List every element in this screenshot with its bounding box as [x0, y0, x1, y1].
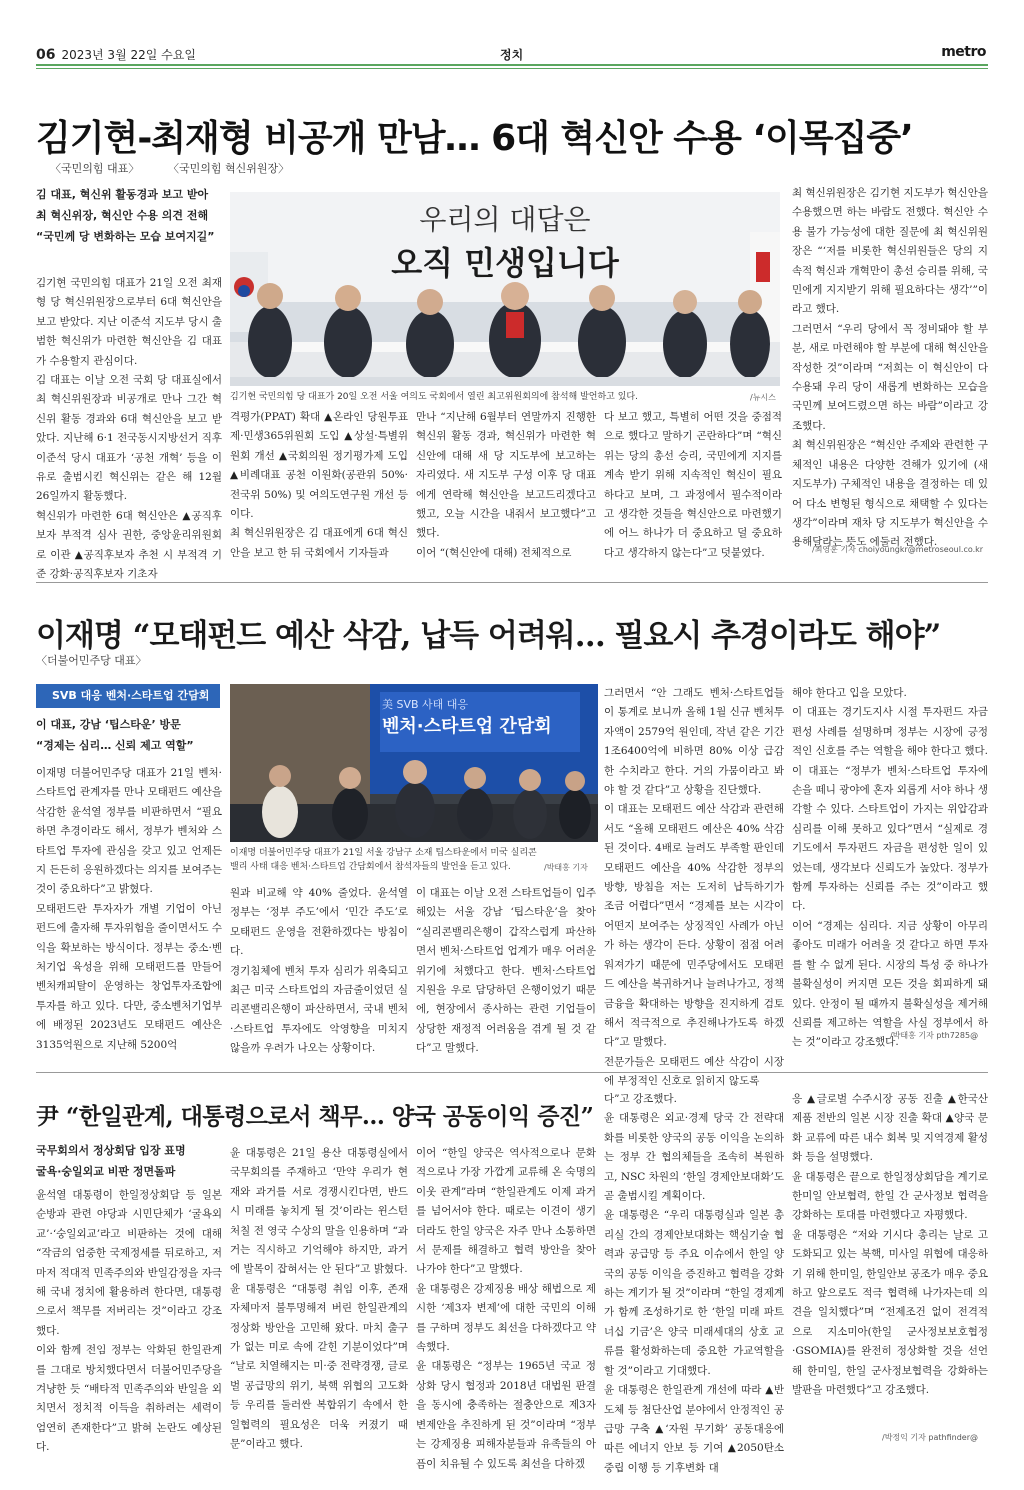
masthead-rule [36, 64, 988, 66]
article1-col5: 최 혁신위원장은 김기현 지도부가 혁신안을 수용했으면 하는 바람도 전했다. 혁신안 수용 불가 가능성에 대한 질문에 최 혁신위원장은 “‘저를 비롯한 혁신위원들은 당의 지속적 혁신과 개혁만이 총선 승리를 위해, 국민에게 지지받기 위해 필요하다는 생각’”이라고 했다. 그러면서 “우리 당에서 꼭 정비돼야 할 부분, 새로 마련해야 할 부분에 대해 혁신안을 작성한 것”이라며 “저희는 이 혁신안이 다 수용돼 우리 당이 새롭게 변화하는 모습을 국민께 보여드렸으면 하는 바람”이라고 강조했다. 최 혁신위원장은 “혁신안 주제와 관련한 구체적인 내용은 다양한 견해가 있기에 (새 지도부가) 구체적인 내용을 결정하는 데 있어 다소 변형된 형식으로 채택할 수 있다는 생각”이라며 재차 당 지도부가 혁신안을 수용해달라는 뜻도 에둘러 전했다. [792, 187, 988, 549]
article1-caption: 김기현 국민의힘 당 대표가 20일 오전 서울 여의도 국회에서 열린 최고위원회의에 참석해 발언하고 있다. [230, 392, 638, 402]
article2-col1: 이재명 더불어민주당 대표가 21일 벤처·스타트업 관계자를 만나 모태펀드 예산을 삭감한 윤석열 정부를 비판하면서 “필요하면 추경이라도 해서, 정부가 벤처와 스타트업 투자에 관심을 갖고 있고 언제든지 든든히 응원하겠다는 의지를 보여주는 것이 중요하다”고 밝혔다. 모태펀드란 투자자가 개별 기업이 아닌 펀드에 출자해 투자위험을 줄이면서도 수익을 확보하는 방식이다. 정부는 중소·벤처기업 육성을 위해 모태펀드를 만들어 벤처캐피탈이 운영하는 창업투자조합에 투자를 하고 있다. 다만, 중소벤처기업부에 배정된 2023년도 모태펀드 예산은 3135억원으로 지난해 5200억 [36, 767, 222, 1051]
article2-col3: 이 대표는 이날 오전 스타트업들이 입주해있는 서울 강남 ‘팁스타운’을 찾아 “실리콘밸리은행이 갑작스럽게 파산하면서 벤처·스타트업 업계가 매우 어려운 위기에 처했다고 한다. 벤처·스타트업 지원을 우로 담당하던 은행이었기 때문에, 현장에서 종사하는 관련 기업들이 상당한 재정적 어려움을 겪게 될 것 같다”고 말했다. [416, 887, 596, 1055]
photo2-banner-line1: 美 SVB 사태 대응 [382, 698, 469, 711]
photo2-banner-line2: 벤처·스타트업 간담회 [382, 716, 552, 737]
article3-col4: 다”고 강조했다. 윤 대통령은 외교·경제 당국 간 전략대화를 비롯한 양국의 공동 이익을 논의하는 정부 간 협의체들을 조속히 복원하고, NSC 차원의 ‘한일 경제안보대화’도 곧 출범시킬 계획이다. 윤 대통령은 “우리 대통령실과 일본 총리실 간의 경제안보대화는 핵심기술 협력과 공급망 등 주요 이슈에서 한일 양국의 공동 이익을 증진하고 협력을 강화하는 계기가 될 것”이라며 “한일 경제계가 함께 조성하기로 한 ‘한일 미래 파트너십 기금’은 양국 미래세대의 상호 교류를 활성화하는데 중요한 가교역할을 할 것”이라고 기대했다. 윤 대통령은 한일관계 개선에 따라 ▲반도체 등 첨단산업 분야에서 안정적인 공급망 구축 ▲‘자원 무기화’ 공동대응에 따른 에너지 안보 등 기여 ▲2050탄소중립 이행 등 기후변화 대 [604, 1093, 784, 1474]
page-number: 06 [36, 47, 56, 63]
article2-sub: 〈더불어민주당 대표〉 [36, 654, 147, 667]
article1-photo [230, 192, 780, 386]
article1-col3: 만나 “지난해 6월부터 연말까지 진행한 혁신위 활동 경과, 혁신위가 마련한 혁신안에 대해 새 당 지도부에 보고하는 자리였다. 새 지도부 구성 이후 당 대표에게 연락해 혁신안을 보고드리겠다고 했고, 오늘 시간을 내줘서 보고했다”고 했다. 이어 “(혁신안에 대해) 전체적으로 [416, 411, 596, 559]
article3-col3: 이어 “한일 양국은 역사적으로나 문화적으로나 가장 가깝게 교류해 온 숙명의 이웃 관계”라며 “한일관계도 이제 과거를 넘어서야 한다. 때로는 이견이 생기더라도 한일 양국은 자주 만나 소통하면서 문제를 해결하고 협력 방안을 찾아 나가야 한다”고 말했다. 윤 대통령은 강제징용 배상 해법으로 제시한 ‘제3자 변제’에 대한 국민의 이해를 구하며 정부도 최선을 다하겠다고 약속했다. 윤 대통령은 “정부는 1965년 국교 정상화 당시 협정과 2018년 대법원 판결을 동시에 충족하는 절충안으로 제3자 변제안을 추진하게 된 것”이라며 “정부는 강제징용 피해자분들과 유족들의 아픔이 치유될 수 있도록 최선을 다하겠 [416, 1147, 596, 1470]
masthead-date [36, 46, 196, 63]
article1-col4: 다 보고 했고, 특별히 어떤 것을 중점적으로 했다고 말하기 곤란하다”며 “혁신위는 당의 총선 승리, 국민에게 지지를 계속 받기 위해 지속적인 혁신이 필요하다고 보며, 그 과정에서 필수적이라고 생각한 것들을 혁신안으로 마련했기에 어느 하나가 더 중요하고 덜 중요하다고 생각하지 않는다”고 덧붙였다. [604, 411, 782, 559]
article1-col2: 격평가(PPAT) 확대 ▲온라인 당원투표제·민생365위원회 도입 ▲상설·특별위원회 개선 ▲국회의원 정기평가제 도입 ▲비례대표 공천 이원화(공관위 50%·전국위 50%) 및 여의도연구원 개선 등이다. 최 혁신위원장은 김 대표에게 6대 혁신안을 보고 한 뒤 국회에서 기자들과 [230, 411, 408, 559]
article1-col1: 김기현 국민의힘 대표가 21일 오전 최재형 당 혁신위원장으로부터 6대 혁신안을 보고 받았다. 지난 이준석 지도부 당시 출범한 혁신위가 마련한 혁신안을 김 대표가 수용할지 관심이다. 김 대표는 이날 오전 국회 당 대표실에서 최 혁신위원장과 비공개로 만나 그간 혁신위 활동 경과와 6대 혁신안을 보고 받았다. 지난해 6·1 전국동시지방선거 직후 이준석 당시 대표가 ‘공천 개혁’ 등을 이유로 출범시킨 혁신위는 같은 해 12월 26일까지 활동했다. 혁신위가 마련한 6대 혁신안은 ▲공직후보자 부적격 심사 권한, 중앙윤리위원회로 이관 ▲공직후보자 추천 시 부적격 기준 강화·공직후보자 기초자 [36, 277, 222, 581]
article1-credit: /뉴시스 [750, 393, 776, 402]
article2-byline: /박태홍 기자 pth7285@ [890, 1031, 979, 1040]
logo-text: metro [941, 44, 986, 60]
article2-col2: 원과 비교해 약 40% 줄었다. 윤석열 정부는 ‘정부 주도’에서 ‘민간 주도’로 모태펀드 운영을 전환하겠다는 방침이다. 경기침체에 벤처 투자 심리가 위축되고 최근 미국 스타트업의 자금줄이었던 실리콘밸리은행이 파산하면서, 국내 벤처·스타트업 투자에도 악영향을 미치지 않을까 우려가 나오는 상황이다. [230, 887, 408, 1055]
article1-headline: 김기현-최재형 비공개 만남… 6대 혁신안 수용 ‘이목집중’ [36, 118, 913, 159]
article3-lead: 국무회의서 정상회담 입장 표명 굴욕·숭일외교 비판 정면돌파 [36, 1144, 186, 1178]
article2-headline: 이재명 “모태펀드 예산 삭감, 납득 어려워… 필요시 추경이라도 해야” [36, 618, 941, 654]
article2-caption: 이재명 더불어민주당 대표가 21일 서울 강남구 소재 팁스타운에서 미국 실리콘밸리 사태 대응 벤처·스타트업 간담회에서 참석자들의 발언을 듣고 있다. [230, 848, 537, 872]
article3-col2: 윤 대통령은 21일 용산 대통령실에서 국무회의를 주재하고 ‘만약 우리가 현재와 과거를 서로 경쟁시킨다면, 반드시 미래를 놓치게 될 것’이라는 윈스턴 처칠 전 영국 수상의 말을 인용하며 “과거는 직시하고 기억해야 하지만, 과거에 발목이 잡혀서는 안 된다”고 밝혔다. 윤 대통령은 “대통령 취임 이후, 존재 자체마저 불투명해져 버린 한일관계의 정상화 방안을 고민해 왔다. 마치 출구가 없는 미로 속에 갇힌 기분이었다”며 “날로 치열해지는 미·중 전략경쟁, 글로벌 공급망의 위기, 북핵 위협의 고도화 등 우리를 둘러싼 복합위기 속에서 한일협력의 필요성은 더욱 커졌기 때문”이라고 했다. [230, 1147, 408, 1451]
article2-photo [230, 684, 598, 842]
article1-sub-right: 〈국민의힘 혁신위원장〉 [168, 162, 290, 175]
photo-banner-line2: 오직 민생입니다 [391, 244, 619, 282]
section-divider-1 [36, 582, 988, 583]
section-divider-2 [36, 1072, 988, 1073]
issue-date: 2023년 3월 22일 수요일 [61, 48, 196, 62]
metro-logo [941, 44, 986, 60]
article3-byline: /박정익 기자 pathfinder@ [882, 1433, 979, 1442]
section-name: 정치 [500, 48, 524, 62]
article3-col1: 윤석열 대통령이 한일정상회담 등 일본 순방과 관련 야당과 시민단체가 ‘굴욕외교’·‘숭일외교’라고 비판하는 것에 대해 “작금의 엄중한 국제정세를 뒤로하고, 저마저 적대적 민족주의와 반일감정을 자극해 국내 정치에 활용하려 한다면, 대통령으로서 책무를 저버리는 것”이라고 강조했다. 이와 함께 전임 정부는 악화된 한일관계를 그대로 방치했다면서 더불어민주당을 겨냥한 듯 “배타적 민족주의와 반일을 외치면서 정치적 이득을 취하려는 세력이 엄연히 존재한다”고 밝혀 논란도 예상된다. [36, 1189, 222, 1454]
article3-headline: 尹 “한일관계, 대통령으로서 책무… 양국 공동이익 증진” [36, 1103, 594, 1130]
article2-credit: /박태홍 기자 [544, 863, 588, 872]
article1-sub-left: 〈국민의힘 대표〉 [50, 162, 140, 175]
article1-lead: 김 대표, 혁신위 활동경과 보고 받아 최 혁신위장, 혁신안 수용 의견 전해 “국민께 당 변화하는 모습 보여지길” [36, 188, 215, 243]
article3-col5: 응 ▲글로벌 수주시장 공동 진출 ▲한국산 제품 전반의 일본 시장 진출 확대 ▲양국 문화 교류에 따른 내수 회복 및 지역경제 활성화 등을 설명했다. 윤 대통령은 끝으로 한일정상회담을 계기로 한미일 안보협력, 한일 간 군사정보 협력을 강화하는 토대를 마련했다고 자평했다. 윤 대통령은 “저와 기시다 총리는 날로 고도화되고 있는 북핵, 미사일 위협에 대응하기 위해 한미일, 한일안보 공조가 매우 중요하고 앞으로도 적극 협력해 나가자는데 의견을 일치했다”며 “전제조건 없이 전격적으로 지소미아(한일 군사정보보호협정·GSOMIA)를 완전히 정상화할 것을 선언해 한미일, 한일 군사정보협력을 강화하는 발판을 마련했다”고 강조했다. [792, 1093, 988, 1397]
article1-byline: /최영훈 기자 choiyoungkr@metroseoul.co.kr [812, 545, 984, 554]
article2-col5: 해야 한다고 입을 모았다. 이 대표는 경기도지사 시절 투자펀드 자금 편성 사례를 설명하며 정부는 시장에 긍정적인 신호를 주는 역할을 해야 한다고 했다. 이 대표는 “정부가 벤처·스타트업 투자에 손을 떼니 광야에 혼자 외롭게 서야 하나 생각할 수 있다. 스타트업이 가지는 위압감과 심리를 이해 못하고 있다”면서 “실제로 경기도에서 투자펀드 자금을 편성한 일이 있었는데, 생각보다 신뢰도가 높았다. 정부가 함께 투자하는 신뢰를 주는 것”이라고 했다. 이어 “경제는 심리다. 지금 상황이 아무리 좋아도 미래가 어려울 것 같다고 하면 투자를 할 수 없게 된다. 시장의 특성 중 하나가 불확실성이 커지면 모든 것을 회피하게 돼 있다. 안정이 될 때까지 불확실성을 제거해 신뢰를 제고하는 역할을 사실 정부에서 하는 것”이라고 강조했다. [792, 687, 988, 1049]
article2-col4: 그러면서 “안 그래도 벤처·스타트업들이 통계로 보니까 올해 1월 신규 벤처투자액이 2579억 원인데, 작년 같은 기간 1조6400억에 비하면 80% 이상 급감한 수치라고 한다. 거의 가뭄이라고 봐야 할 것 같다”고 상황을 진단했다. 이 대표는 모태펀드 예산 삭감과 관련해서도 “올해 모태펀드 예산은 40% 삭감된 것이다. 4배로 늘려도 부족할 판인데 모태펀드 예산을 40% 삭감한 정부의 방향, 방침을 저는 도저히 납득하기가 조금 어렵다”면서 “경제를 보는 시각이 어떤지 보여주는 상징적인 사례가 아닌가 하는 생각이 든다. 상황이 점점 어려워져가기 때문에 민주당에서도 모태펀드 예산을 복귀하거나 늘려나가고, 정책금융을 확대하는 방향을 진지하게 검토해서 적극적으로 추진해나가도록 하겠다”고 말했다. 전문가들은 모태펀드 예산 삭감이 시장에 부정적인 신호로 읽히지 않도록 [604, 687, 784, 1088]
masthead-rule-thin [36, 68, 988, 69]
article2-lead: 이 대표, 강남 ‘팁스타운’ 방문 “경제는 심리… 신뢰 제고 역할” [36, 718, 194, 752]
photo-banner-line1: 우리의 대답은 [419, 203, 591, 236]
article2-tag: SVB 대응 벤처·스타트업 간담회 [36, 684, 220, 708]
